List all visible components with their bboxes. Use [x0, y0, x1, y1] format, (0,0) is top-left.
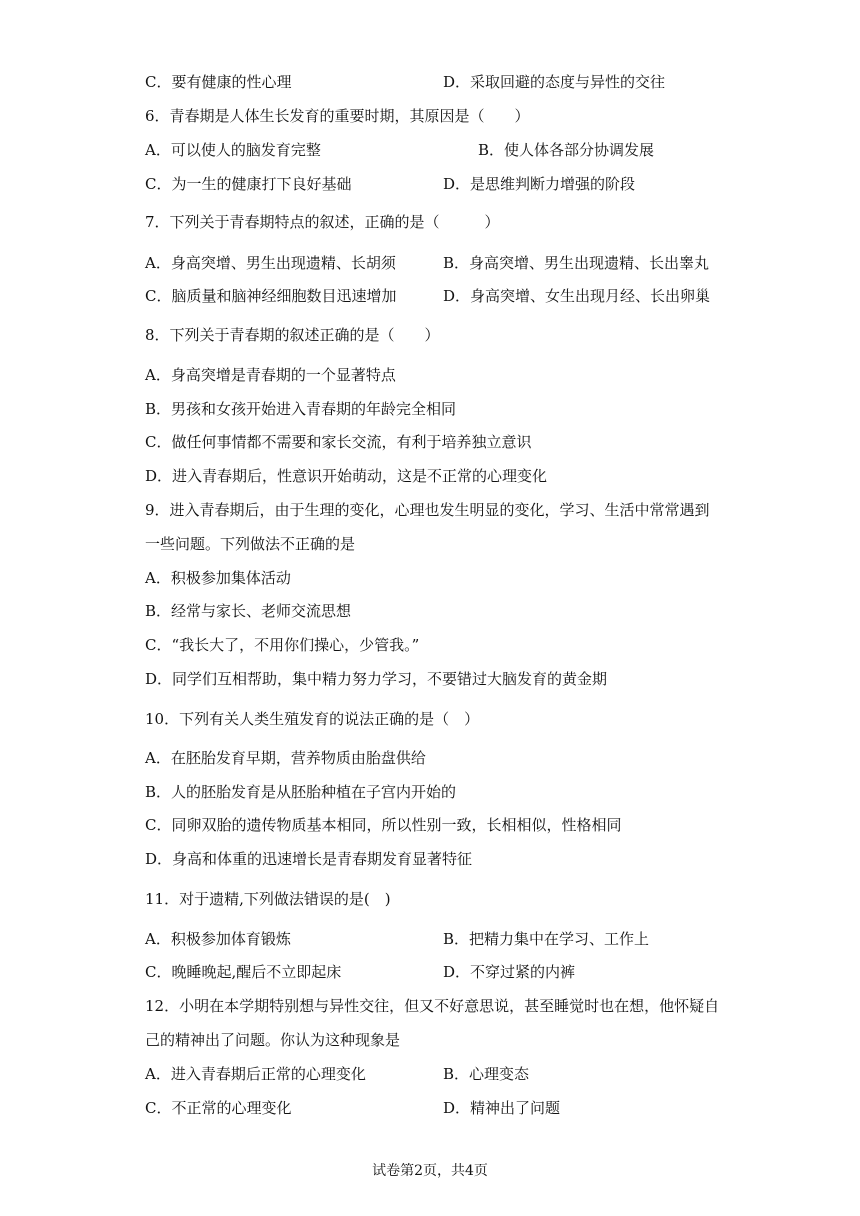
option-text: B．使人体各部分协调发展 [478, 141, 655, 159]
option-text: B．把精力集中在学习、工作上 [443, 930, 650, 948]
option-text: D．不穿过紧的内裤 [443, 963, 576, 981]
option-text: D．是思维判断力增强的阶段 [443, 175, 636, 193]
option-text: C．脑质量和脑神经细胞数目迅速增加 [145, 287, 397, 305]
question-text: 6．青春期是人体生长发育的重要时期，其原因是（ ） [145, 107, 530, 125]
option-text: B．身高突增、男生出现遗精、长出睾丸 [443, 254, 710, 272]
page-footer: 试卷第2页，共4页 [372, 1163, 488, 1179]
question-text: 12．小明在本学期特别想与异性交往，但又不好意思说，甚至睡觉时也在想，他怀疑自 [145, 997, 720, 1015]
option-text: B．男孩和女孩开始进入青春期的年龄完全相同 [145, 400, 457, 418]
question-text: 10．下列有关人类生殖发育的说法正确的是（ ） [145, 710, 480, 728]
question-text: 一些问题。下列做法不正确的是 [145, 535, 356, 553]
question-text: 己的精神出了问题。你认为这种现象是 [145, 1031, 401, 1049]
option-text: C．做任何事情都不需要和家长交流，有利于培养独立意识 [145, 433, 532, 451]
option-text: C．晚睡晚起,醒后不立即起床 [145, 963, 342, 981]
question-text: 9．进入青春期后，由于生理的变化，心理也发生明显的变化，学习、生活中常常遇到 [145, 501, 710, 519]
option-text: A．可以使人的脑发育完整 [145, 141, 321, 159]
option-text: A．进入青春期后正常的心理变化 [145, 1065, 366, 1083]
option-text: D．进入青春期后，性意识开始萌动，这是不正常的心理变化 [145, 467, 548, 485]
option-text: A．身高突增是青春期的一个显著特点 [145, 366, 396, 384]
option-text: D．采取回避的态度与异性的交往 [443, 73, 666, 91]
question-text: 8．下列关于青春期的叙述正确的是（ ） [145, 326, 440, 344]
option-text: A．积极参加集体活动 [145, 569, 291, 587]
option-text: D．同学们互相帮助，集中精力努力学习，不要错过大脑发育的黄金期 [145, 670, 608, 688]
option-text: B．人的胚胎发育是从胚胎种植在子宫内开始的 [145, 783, 457, 801]
option-text: D．身高突增、女生出现月经、长出卵巢 [443, 287, 711, 305]
question-text: 11．对于遗精,下列做法错误的是( ) [145, 890, 391, 908]
option-text: B．经常与家长、老师交流思想 [145, 602, 352, 620]
option-text: A．在胚胎发育早期，营养物质由胎盘供给 [145, 749, 426, 767]
option-text: A．积极参加体育锻炼 [145, 930, 291, 948]
option-text: C．同卵双胎的遗传物质基本相同，所以性别一致，长相相似，性格相同 [145, 816, 622, 834]
option-text: D．身高和体重的迅速增长是青春期发育显著特征 [145, 850, 473, 868]
option-text: C．“我长大了，不用你们操心，少管我。” [145, 636, 420, 654]
option-text: B．心理变态 [443, 1065, 530, 1083]
option-text: C．要有健康的性心理 [145, 73, 292, 91]
option-text: C．不正常的心理变化 [145, 1099, 292, 1117]
option-text: A．身高突增、男生出现遗精、长胡须 [145, 254, 396, 272]
option-text: D．精神出了问题 [443, 1099, 561, 1117]
option-text: C．为一生的健康打下良好基础 [145, 175, 352, 193]
question-text: 7．下列关于青春期特点的叙述，正确的是（ ） [145, 213, 500, 231]
